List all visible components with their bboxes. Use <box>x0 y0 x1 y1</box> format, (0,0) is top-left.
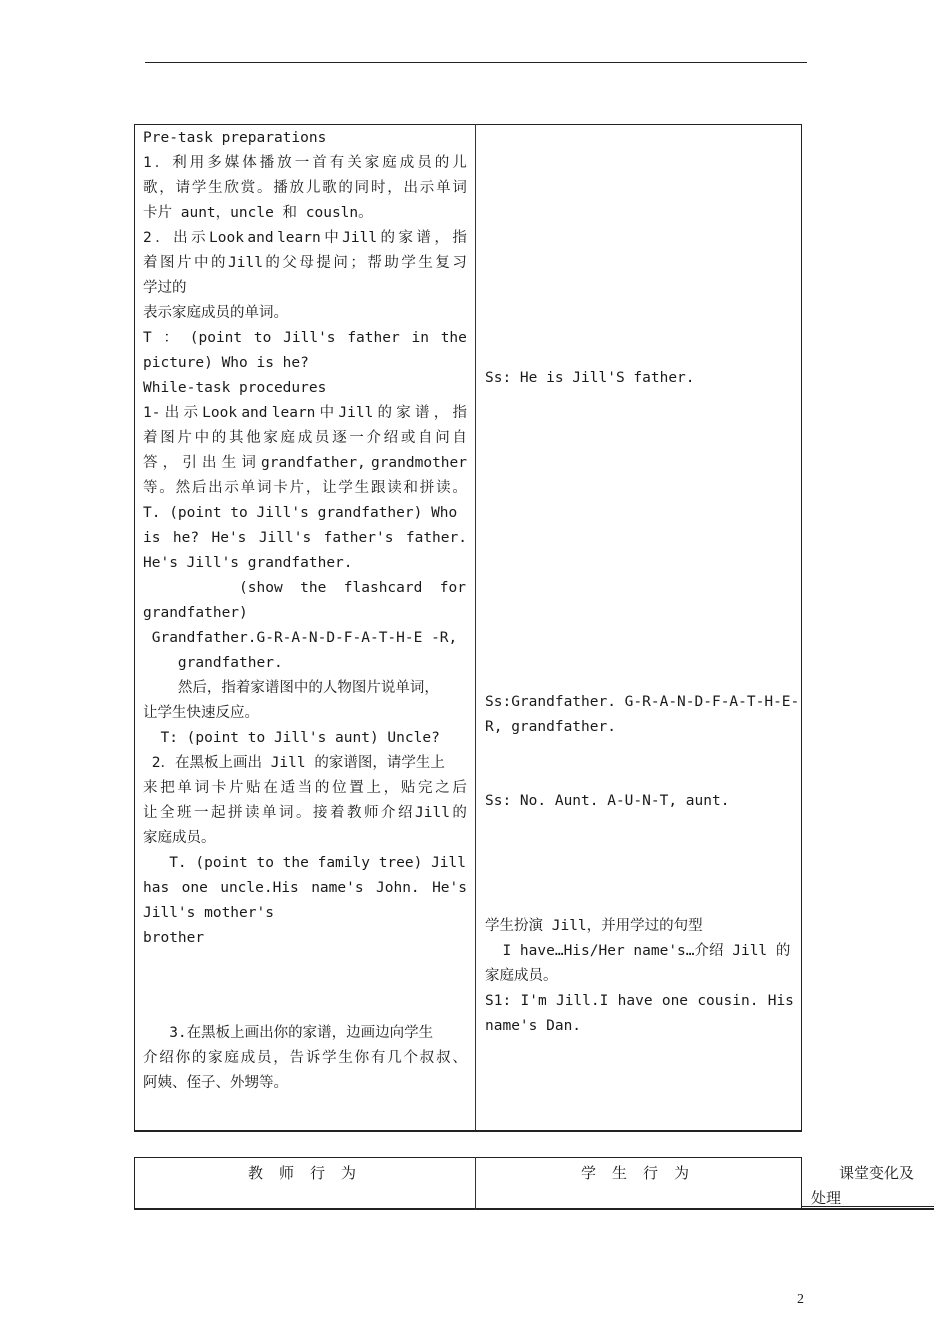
text-fragment: 指 <box>452 405 467 421</box>
text-fragment: 班 <box>177 805 192 821</box>
table-border <box>134 1157 802 1158</box>
text-fragment: 全 <box>160 805 175 821</box>
text-fragment: 学 <box>191 180 207 196</box>
text-fragment: 的 <box>265 255 280 271</box>
text-line <box>143 476 467 501</box>
text-line <box>143 801 467 826</box>
text-fragment: 。 <box>256 180 272 196</box>
text-fragment: name's <box>311 880 364 896</box>
text-fragment: Look <box>209 230 244 246</box>
text-fragment: 体 <box>242 155 257 171</box>
text-line: Ss:Grandfather. G-R-A-N-D-F-A-T-H-E- <box>485 694 800 710</box>
text-fragment: 读 <box>387 480 402 496</box>
text-fragment: His <box>767 993 794 1009</box>
text-fragment: I'm <box>520 993 547 1009</box>
text-fragment: T <box>143 330 152 346</box>
text-fragment: to <box>253 330 272 346</box>
text-fragment: 贴 <box>400 780 416 796</box>
text-fragment: and <box>247 230 274 246</box>
text-fragment: 个 <box>403 1050 418 1066</box>
text-fragment: 提 <box>316 255 331 271</box>
text-fragment: 片 <box>228 780 244 796</box>
text-fragment: 的 <box>211 430 227 446</box>
text-fragment: 时 <box>370 180 386 196</box>
text-fragment: 之 <box>435 780 450 796</box>
text-fragment: 来 <box>143 780 158 796</box>
text-line: Ss: He is Jill'S father. <box>485 370 695 386</box>
text-fragment: Jill.I <box>555 993 609 1009</box>
text-fragment: 谱 <box>415 405 430 421</box>
text-fragment: 让 <box>143 805 158 821</box>
text-fragment: 单 <box>177 780 192 796</box>
text-fragment: 歌 <box>322 180 337 196</box>
text-line <box>143 451 467 476</box>
table-border <box>475 1157 476 1210</box>
text-fragment: father. <box>405 530 467 546</box>
text-fragment: 拼 <box>228 805 243 821</box>
text-fragment: cousin. <box>697 993 759 1009</box>
text-fragment: 词 <box>279 805 294 821</box>
text-line: grandfather. <box>143 655 283 671</box>
text-fragment: 成 <box>399 155 415 171</box>
text-fragment: 示 <box>224 480 239 496</box>
text-fragment: 的 <box>338 180 353 196</box>
text-fragment: 1- <box>143 405 161 421</box>
text-fragment: 读 <box>245 805 260 821</box>
text-line: 家庭成员。 <box>485 968 558 984</box>
text-line: 卡片 aunt，uncle 和 cousln。 <box>143 205 373 221</box>
text-fragment: 复 <box>435 255 450 271</box>
text-line: brother <box>143 930 205 946</box>
text-fragment: ． <box>154 155 170 171</box>
text-fragment: 词 <box>452 180 467 196</box>
text-fragment: Jill <box>338 405 374 421</box>
text-fragment: S1: <box>485 993 512 1009</box>
text-fragment: 。 <box>159 480 174 496</box>
text-fragment: 把 <box>160 780 175 796</box>
text-fragment: 家 <box>263 430 278 446</box>
text-fragment: 成 <box>297 430 313 446</box>
text-fragment: he? <box>172 530 200 546</box>
table-border <box>134 1157 135 1210</box>
text-line: 家庭成员。 <box>143 830 216 846</box>
text-fragment: 示 <box>183 405 198 421</box>
text-fragment: 学 <box>322 1050 337 1066</box>
text-fragment: 习 <box>452 255 467 271</box>
text-fragment: 答 <box>143 455 158 471</box>
text-fragment: 家 <box>396 405 411 421</box>
text-fragment: John. <box>376 880 420 896</box>
text-fragment: father's <box>323 530 394 546</box>
text-fragment: Look <box>202 405 238 421</box>
text-fragment: 介 <box>143 1050 158 1066</box>
text-fragment: 一 <box>294 155 310 171</box>
column-divider <box>475 124 476 1130</box>
text-fragment: 示 <box>419 180 435 196</box>
text-fragment: 绍 <box>383 430 399 446</box>
text-fragment: 图 <box>160 430 175 446</box>
text-fragment: 等 <box>143 480 158 496</box>
text-fragment: 关 <box>347 155 362 171</box>
text-fragment: 起 <box>211 805 226 821</box>
text-fragment: 放 <box>277 155 292 171</box>
text-fragment: 在 <box>263 780 278 796</box>
text-fragment: 其 <box>228 430 244 446</box>
text-fragment: 中 <box>319 405 335 421</box>
text-line <box>143 251 467 276</box>
text-fragment: 的 <box>314 780 330 796</box>
text-line: T. (point to Jill's grandfather) Who <box>143 505 458 521</box>
text-fragment: 请 <box>175 180 191 196</box>
text-fragment: 利 <box>172 155 187 171</box>
header-row-table <box>134 1157 934 1210</box>
text-fragment: 然 <box>175 480 191 496</box>
text-line: T. (point to the family tree) Jill <box>143 855 467 871</box>
text-line <box>143 776 467 801</box>
text-line <box>143 526 467 551</box>
text-fragment: ， <box>433 405 449 421</box>
text-fragment: 的 <box>380 230 396 246</box>
text-line: 学生扮演 Jill，并用学过的句型 <box>485 918 703 934</box>
header-rule <box>145 62 807 63</box>
text-fragment: 他 <box>246 430 261 446</box>
text-fragment: 逐 <box>332 430 347 446</box>
text-fragment: father <box>347 330 400 346</box>
text-fragment: 一 <box>194 805 209 821</box>
text-line: I have…His/Her name's…介绍 Jill 的 <box>485 943 791 959</box>
text-fragment: He's <box>432 880 467 896</box>
text-line: 阿姨、侄子、外甥等。 <box>143 1075 288 1091</box>
text-fragment: 后 <box>452 780 467 796</box>
text-fragment: 绍 <box>398 805 413 821</box>
text-fragment: 帮 <box>367 255 382 271</box>
text-fragment: 出 <box>202 455 217 471</box>
text-fragment: 庭 <box>382 155 397 171</box>
text-fragment: 庭 <box>280 430 295 446</box>
text-fragment: 上 <box>366 780 381 796</box>
text-fragment: 你 <box>354 1050 370 1066</box>
text-fragment: 着 <box>143 255 158 271</box>
text-line: name's Dan. <box>485 1018 582 1034</box>
text-fragment: ， <box>434 230 449 246</box>
text-fragment: 自 <box>418 430 433 446</box>
text-fragment: ： <box>163 330 178 346</box>
text-fragment: 家 <box>208 1050 223 1066</box>
text-fragment: ； <box>350 255 365 271</box>
text-fragment: 一 <box>349 430 364 446</box>
text-line: T: (point to Jill's aunt) Uncle? <box>143 730 440 746</box>
text-fragment: 首 <box>312 155 327 171</box>
text-fragment: 同 <box>354 180 370 196</box>
text-fragment: 的 <box>434 155 450 171</box>
text-fragment: 生 <box>208 180 223 196</box>
text-fragment: 让 <box>322 480 337 496</box>
text-fragment: 介 <box>366 430 381 446</box>
text-fragment: 生 <box>418 255 433 271</box>
text-fragment: 员 <box>256 1050 272 1066</box>
text-fragment: 词 <box>256 480 272 496</box>
text-fragment: 出 <box>208 480 223 496</box>
text-fragment: 指 <box>452 230 467 246</box>
text-fragment: 诉 <box>305 1050 321 1066</box>
text-fragment: uncle.His <box>220 880 299 896</box>
text-fragment: 读 <box>436 480 451 496</box>
text-fragment: 示 <box>191 230 206 246</box>
text-fragment: ． <box>155 230 170 246</box>
text-fragment: 中 <box>324 230 339 246</box>
text-fragment: 问 <box>435 430 450 446</box>
text-line: 表示家庭成员的单词。 <box>143 305 288 321</box>
text-fragment: Jill <box>415 805 450 821</box>
text-fragment: 播 <box>259 155 275 171</box>
text-fragment: one <box>661 993 689 1009</box>
text-fragment: 庭 <box>224 1050 239 1066</box>
text-fragment: 儿 <box>305 180 321 196</box>
text-fragment: 有 <box>370 1050 386 1066</box>
text-fragment: 歌 <box>143 180 158 196</box>
text-fragment: 学 <box>338 480 353 496</box>
text-fragment: Jill's <box>283 330 336 346</box>
text-line: (show the flashcard for <box>143 580 467 596</box>
text-fragment: has <box>143 880 170 896</box>
text-line: Grandfather.G-R-A-N-D-F-A-T-H-E -R, <box>143 630 458 646</box>
text-fragment: 当 <box>297 780 313 796</box>
text-fragment: 放 <box>289 180 305 196</box>
text-fragment: 家 <box>398 230 413 246</box>
text-fragment: 着 <box>330 805 345 821</box>
text-fragment: 教 <box>347 805 362 821</box>
text-fragment: 母 <box>299 255 314 271</box>
text-fragment: 2 <box>143 230 152 246</box>
text-fragment: 儿 <box>452 155 467 171</box>
text-fragment: 有 <box>329 155 345 171</box>
table-border <box>801 1157 802 1210</box>
text-line <box>143 1046 467 1071</box>
text-fragment: 告 <box>289 1050 305 1066</box>
text-fragment: ， <box>383 780 399 796</box>
text-fragment: in <box>411 330 429 346</box>
student-behavior-header: 学生行为 <box>581 1164 706 1182</box>
text-fragment: 欣 <box>224 180 239 196</box>
text-fragment: learn <box>271 405 316 421</box>
text-fragment: 生 <box>338 1050 353 1066</box>
text-line: 3.在黑板上画出你的家谱，边画边向学生 <box>143 1025 434 1041</box>
text-fragment: 中 <box>194 430 210 446</box>
text-fragment: 出 <box>164 405 180 421</box>
text-line: While-task procedures <box>143 380 327 396</box>
text-line: 让学生快速反应。 <box>143 705 259 721</box>
text-fragment: 位 <box>332 780 347 796</box>
text-line: Pre-task preparations <box>143 130 327 146</box>
text-fragment: 后 <box>191 480 207 496</box>
text-line <box>143 176 467 201</box>
text-fragment: He's <box>211 530 247 546</box>
text-fragment: 的 <box>191 1050 207 1066</box>
text-fragment: 贴 <box>246 780 261 796</box>
text-fragment: 播 <box>273 180 288 196</box>
text-line: He's Jill's grandfather. <box>143 555 353 571</box>
page-number: 2 <box>797 1292 804 1307</box>
text-fragment: 成 <box>240 1050 256 1066</box>
table-border <box>134 1208 802 1210</box>
text-line: Jill's mother's <box>143 905 274 921</box>
text-line: 2．在黑板上画出 Jill 的家谱图，请学生上 <box>143 755 445 771</box>
text-fragment: is <box>143 530 161 546</box>
text-fragment: 中 <box>194 255 209 271</box>
text-fragment: 员 <box>314 430 330 446</box>
text-fragment: 你 <box>175 1050 191 1066</box>
text-line <box>143 151 467 176</box>
text-fragment: 绍 <box>159 1050 174 1066</box>
text-fragment: the <box>440 330 467 346</box>
text-fragment: 的 <box>211 255 226 271</box>
text-fragment: Jill's <box>258 530 312 546</box>
text-fragment: 或 <box>400 430 416 446</box>
text-fragment: ， <box>387 180 402 196</box>
text-fragment: grandfather, <box>261 455 366 471</box>
text-fragment: 卡 <box>273 480 288 496</box>
text-fragment: learn <box>277 230 321 246</box>
text-line <box>143 226 467 251</box>
text-fragment: and <box>241 405 268 421</box>
text-fragment: 。 <box>452 480 467 496</box>
text-fragment: 出 <box>173 230 188 246</box>
text-fragment: ， <box>273 1050 288 1066</box>
text-line <box>143 876 467 901</box>
text-fragment: 叔 <box>419 1050 435 1066</box>
text-fragment: 置 <box>349 780 364 796</box>
text-line: grandfather) <box>143 605 248 621</box>
text-fragment: 1 <box>143 155 152 171</box>
text-fragment: 完 <box>418 780 433 796</box>
text-fragment: one <box>181 880 208 896</box>
text-fragment: 单 <box>262 805 277 821</box>
text-fragment: 的 <box>452 805 467 821</box>
text-fragment: 和 <box>403 480 418 496</box>
text-fragment: 图 <box>160 255 175 271</box>
text-fragment: 媒 <box>224 155 240 171</box>
header-line: 课堂变化及 <box>839 1164 915 1182</box>
text-line: 学过的 <box>143 280 187 296</box>
text-fragment: 的 <box>377 405 393 421</box>
text-fragment: 卡 <box>211 780 227 796</box>
text-fragment: 问 <box>333 255 348 271</box>
text-fragment: 接 <box>313 805 328 821</box>
text-fragment: 单 <box>436 180 451 196</box>
text-fragment: 词 <box>241 455 256 471</box>
text-fragment: 几 <box>387 1050 402 1066</box>
text-fragment: 家 <box>364 155 380 171</box>
text-fragment: 跟 <box>370 480 386 496</box>
text-fragment: 谱 <box>416 230 431 246</box>
text-fragment: 生 <box>221 455 237 471</box>
text-fragment: 。 <box>296 805 311 821</box>
text-fragment: 自 <box>452 430 467 446</box>
text-fragment: 片 <box>177 430 192 446</box>
text-line <box>143 401 467 426</box>
text-fragment: (point <box>189 330 243 346</box>
text-fragment: ， <box>162 455 178 471</box>
text-fragment: 单 <box>240 480 256 496</box>
text-fragment: have <box>617 993 653 1009</box>
text-fragment: 片 <box>289 480 305 496</box>
text-fragment: 拼 <box>419 480 435 496</box>
text-fragment: 介 <box>381 805 396 821</box>
teacher-behavior-header: 教师行为 <box>248 1164 373 1182</box>
text-line: picture) Who is he? <box>143 355 309 371</box>
text-line <box>143 426 467 451</box>
text-fragment: 多 <box>207 155 222 171</box>
text-line: R, grandfather. <box>485 719 616 735</box>
classroom-changes-header <box>811 1161 931 1211</box>
text-fragment: 赏 <box>240 180 256 196</box>
text-fragment: ， <box>159 180 174 196</box>
text-fragment: grandmother <box>370 455 467 471</box>
text-line: Ss: No. Aunt. A-U-N-T, aunt. <box>485 793 730 809</box>
text-fragment: 生 <box>354 480 370 496</box>
text-fragment: 父 <box>282 255 297 271</box>
text-fragment: 着 <box>143 430 158 446</box>
text-fragment: 叔 <box>436 1050 451 1066</box>
text-fragment: Jill <box>228 255 263 271</box>
text-fragment: 用 <box>189 155 205 171</box>
text-line <box>485 989 794 1014</box>
text-fragment: 学 <box>401 255 416 271</box>
text-fragment: 、 <box>452 1050 467 1066</box>
text-fragment: 引 <box>182 455 197 471</box>
text-line: 然后，指着家谱图中的人物图片说单词， <box>143 680 439 696</box>
text-fragment: ， <box>305 480 321 496</box>
header-line: 处理 <box>811 1189 842 1207</box>
text-line <box>143 326 467 351</box>
text-fragment: 适 <box>280 780 295 796</box>
text-fragment: 片 <box>177 255 192 271</box>
text-fragment: Jill <box>342 230 378 246</box>
text-fragment: 出 <box>403 180 418 196</box>
text-fragment: 师 <box>364 805 379 821</box>
text-fragment: 员 <box>417 155 432 171</box>
text-fragment: 词 <box>194 780 210 796</box>
text-fragment: 助 <box>384 255 399 271</box>
